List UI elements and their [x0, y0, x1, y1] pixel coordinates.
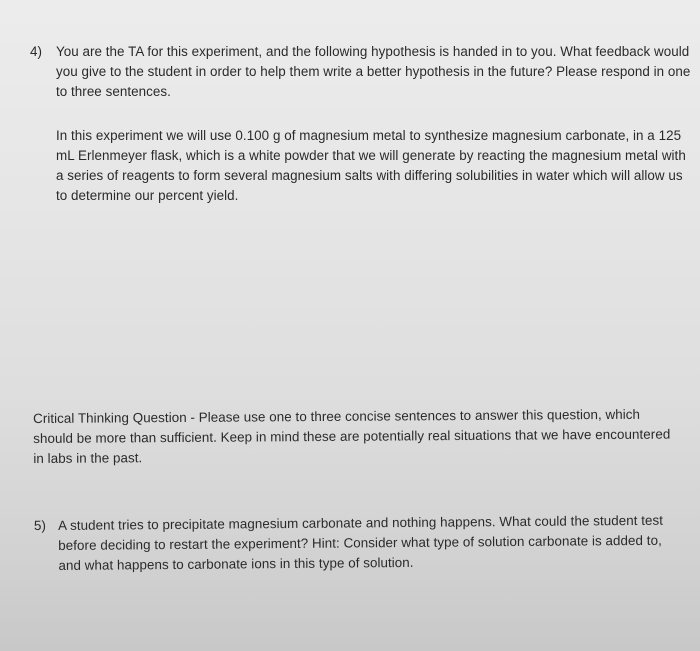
question-5-number: 5)	[33, 517, 46, 534]
question-4-number: 4)	[30, 44, 42, 59]
question-4-prompt: You are the TA for this experiment, and the following hypothesis is handed in to you. What feedback would you give to the student in order to help them write a better hypothesis in the future? Please respond in one to three sentences.	[56, 44, 691, 99]
question-5-prompt: A student tries to precipitate magnesium carbonate and nothing happens. What could the student test before deciding to restart the experiment? Hint: Consider what type of solution carbonate is added to, and what happens to carbonate ions in this type of solution.	[58, 512, 664, 573]
student-hypothesis: In this experiment we will use 0.100 g of magnesium metal to synthesize magnesium carbonate, in a 125 mL Erlenmeyer flask, which is a white powder that we will generate by reacting the magnesium metal with a series of reagents to form several magnesium salts with differing solubilities in water which will allow us to determine our percent yield.	[56, 128, 686, 203]
critical-thinking-instructions: Critical Thinking Question - Please use one to three concise sentences to answer this question, which should be more than sufficient. Keep in mind these are potentially real situations that we have encountered in labs in the past.	[33, 406, 671, 466]
